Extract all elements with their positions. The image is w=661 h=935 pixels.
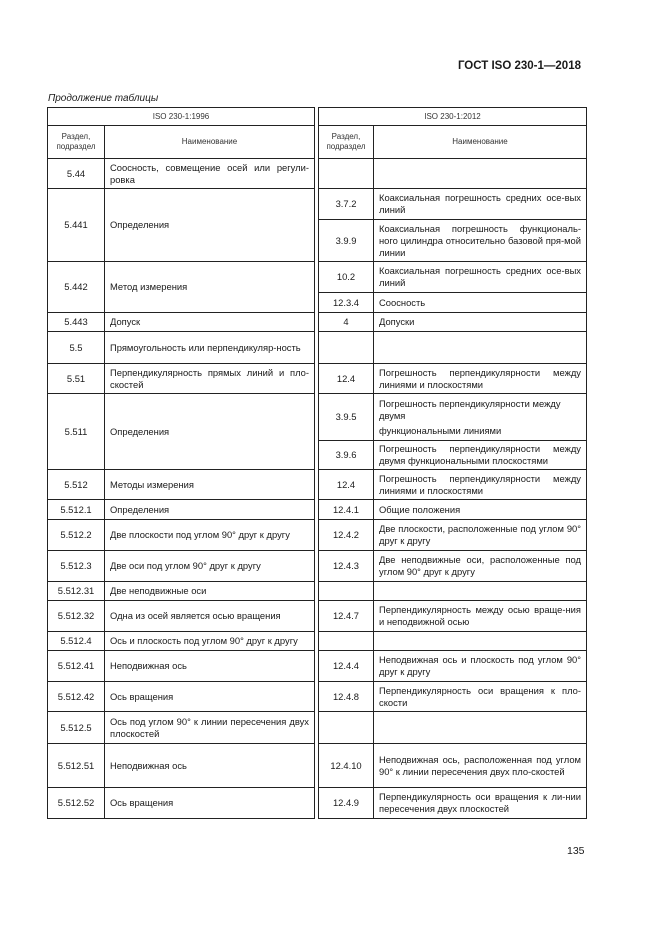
section-name-right: Допуски <box>374 313 587 332</box>
section-name-left: Одна из осей является осью вращения <box>105 601 315 632</box>
section-number-right <box>319 582 374 601</box>
section-number-right: 12.4.2 <box>319 520 374 551</box>
group-header-iso-1996: ISO 230-1:1996 <box>48 108 315 126</box>
section-number-left: 5.512.1 <box>48 500 105 520</box>
section-number-right: 12.4.10 <box>319 744 374 788</box>
column-header-name-left: Наименование <box>105 126 315 159</box>
section-name-right: Две плоскости, расположенные под углом 90° друг к другу <box>374 520 587 551</box>
section-name-right: Перпендикулярность между осью враще-ния и неподвижной осью <box>374 601 587 632</box>
section-name-left: Определения <box>105 189 315 262</box>
section-number-right <box>319 712 374 744</box>
table-caption: Продолжение таблицы <box>48 93 159 104</box>
section-name-right <box>374 159 587 189</box>
section-number-right: 3.9.6 <box>319 441 374 470</box>
section-number-left: 5.512.52 <box>48 788 105 819</box>
section-name-left: Допуск <box>105 313 315 332</box>
section-name-right-line-2: функциональными линиями <box>379 424 502 436</box>
section-number-right: 12.4.8 <box>319 682 374 712</box>
section-name-left: Ось вращения <box>105 788 315 819</box>
section-number-left: 5.512.2 <box>48 520 105 551</box>
section-number-left: 5.512.42 <box>48 682 105 712</box>
table-group-header-row <box>48 108 587 126</box>
section-name-right: Погрешность перпендикулярности между двумя функциональными плоскостями <box>374 441 587 470</box>
section-number-right: 12.4.1 <box>319 500 374 520</box>
section-name-right: Общие положения <box>374 500 587 520</box>
section-number-left: 5.44 <box>48 159 105 189</box>
section-name-left: Прямоугольность или перпендикуляр-ность <box>105 332 315 364</box>
section-name-left: Метод измерения <box>105 262 315 313</box>
section-number-left: 5.512.31 <box>48 582 105 601</box>
section-name-right <box>374 394 587 441</box>
section-name-right: Соосность <box>374 293 587 313</box>
section-number-right: 3.9.9 <box>319 220 374 262</box>
section-number-left: 5.5 <box>48 332 105 364</box>
section-number-left: 5.443 <box>48 313 105 332</box>
comparison-table <box>47 107 587 819</box>
section-name-left: Методы измерения <box>105 470 315 500</box>
section-number-right: 12.4.4 <box>319 651 374 682</box>
section-number-right: 12.4 <box>319 470 374 500</box>
section-name-right <box>374 712 587 744</box>
section-name-right <box>374 632 587 651</box>
document-title: ГОСТ ISO 230-1—2018 <box>457 60 581 72</box>
section-name-right: Коаксиальная погрешность средних осе-вых линий <box>374 189 587 220</box>
section-number-right: 12.4.9 <box>319 788 374 819</box>
section-name-right: Погрешность перпендикулярности между линиями и плоскостями <box>374 364 587 394</box>
section-name-left: Перпендикулярность прямых линий и пло-скостей <box>105 364 315 394</box>
section-number-left: 5.512.51 <box>48 744 105 788</box>
group-header-iso-2012: ISO 230-1:2012 <box>319 108 587 126</box>
section-name-left: Определения <box>105 394 315 470</box>
section-name-right: Перпендикулярность оси вращения к ли-нии пересечения двух плоскостей <box>374 788 587 819</box>
section-name-left: Определения <box>105 500 315 520</box>
section-name-left: Соосность, совмещение осей или регули-ровка <box>105 159 315 189</box>
section-number-right <box>319 159 374 189</box>
section-name-right: Погрешность перпендикулярности между линиями и плоскостями <box>374 470 587 500</box>
section-number-right: 3.9.5 <box>319 394 374 441</box>
page-number: 135 <box>567 845 585 857</box>
section-name-left: Две плоскости под углом 90° друг к другу <box>105 520 315 551</box>
section-number-left: 5.512.4 <box>48 632 105 651</box>
section-number-right: 10.2 <box>319 262 374 293</box>
section-number-left: 5.511 <box>48 394 105 470</box>
section-number-left: 5.512.3 <box>48 551 105 582</box>
section-name-left: Ось вращения <box>105 682 315 712</box>
column-header-name-right: Наименование <box>374 126 587 159</box>
column-header-section-right: Раздел, подраздел <box>319 126 374 159</box>
section-number-left: 5.442 <box>48 262 105 313</box>
section-number-right: 12.4.7 <box>319 601 374 632</box>
section-number-right: 3.7.2 <box>319 189 374 220</box>
section-name-right: Две неподвижные оси, расположенные под углом 90° друг к другу <box>374 551 587 582</box>
section-name-left: Неподвижная ось <box>105 651 315 682</box>
section-name-left: Ось под углом 90° к линии пересечения двух плоскостей <box>105 712 315 744</box>
section-name-right <box>374 582 587 601</box>
section-name-left: Ось и плоскость под углом 90° друг к другу <box>105 632 315 651</box>
section-name-right: Неподвижная ось и плоскость под углом 90° друг к другу <box>374 651 587 682</box>
section-name-right: Коаксиальная погрешность функциональ-ного цилиндра относительно базовой пря-мой линии <box>374 220 587 262</box>
section-number-left: 5.512.5 <box>48 712 105 744</box>
section-number-left: 5.512.41 <box>48 651 105 682</box>
section-number-left: 5.512.32 <box>48 601 105 632</box>
section-name-right: Перпендикулярность оси вращения к пло-скости <box>374 682 587 712</box>
section-number-right <box>319 332 374 364</box>
section-name-left: Неподвижная ось <box>105 744 315 788</box>
section-name-left: Две неподвижные оси <box>105 582 315 601</box>
column-header-section-left: Раздел, подраздел <box>48 126 105 159</box>
section-number-right <box>319 632 374 651</box>
section-name-right: Коаксиальная погрешность средних осе-вых линий <box>374 262 587 293</box>
section-number-left: 5.512 <box>48 470 105 500</box>
section-name-right: Неподвижная ось, расположенная под углом 90° к линии пересечения двух пло-скостей <box>374 744 587 788</box>
section-number-left: 5.51 <box>48 364 105 394</box>
section-number-right: 4 <box>319 313 374 332</box>
section-number-right: 12.3.4 <box>319 293 374 313</box>
section-name-left: Две оси под углом 90° друг к другу <box>105 551 315 582</box>
section-name-right-line-1: Погрешность перпендикулярности между двумя <box>379 397 561 421</box>
section-number-right: 12.4.3 <box>319 551 374 582</box>
section-number-right: 12.4 <box>319 364 374 394</box>
section-number-left: 5.441 <box>48 189 105 262</box>
section-name-right <box>374 332 587 364</box>
